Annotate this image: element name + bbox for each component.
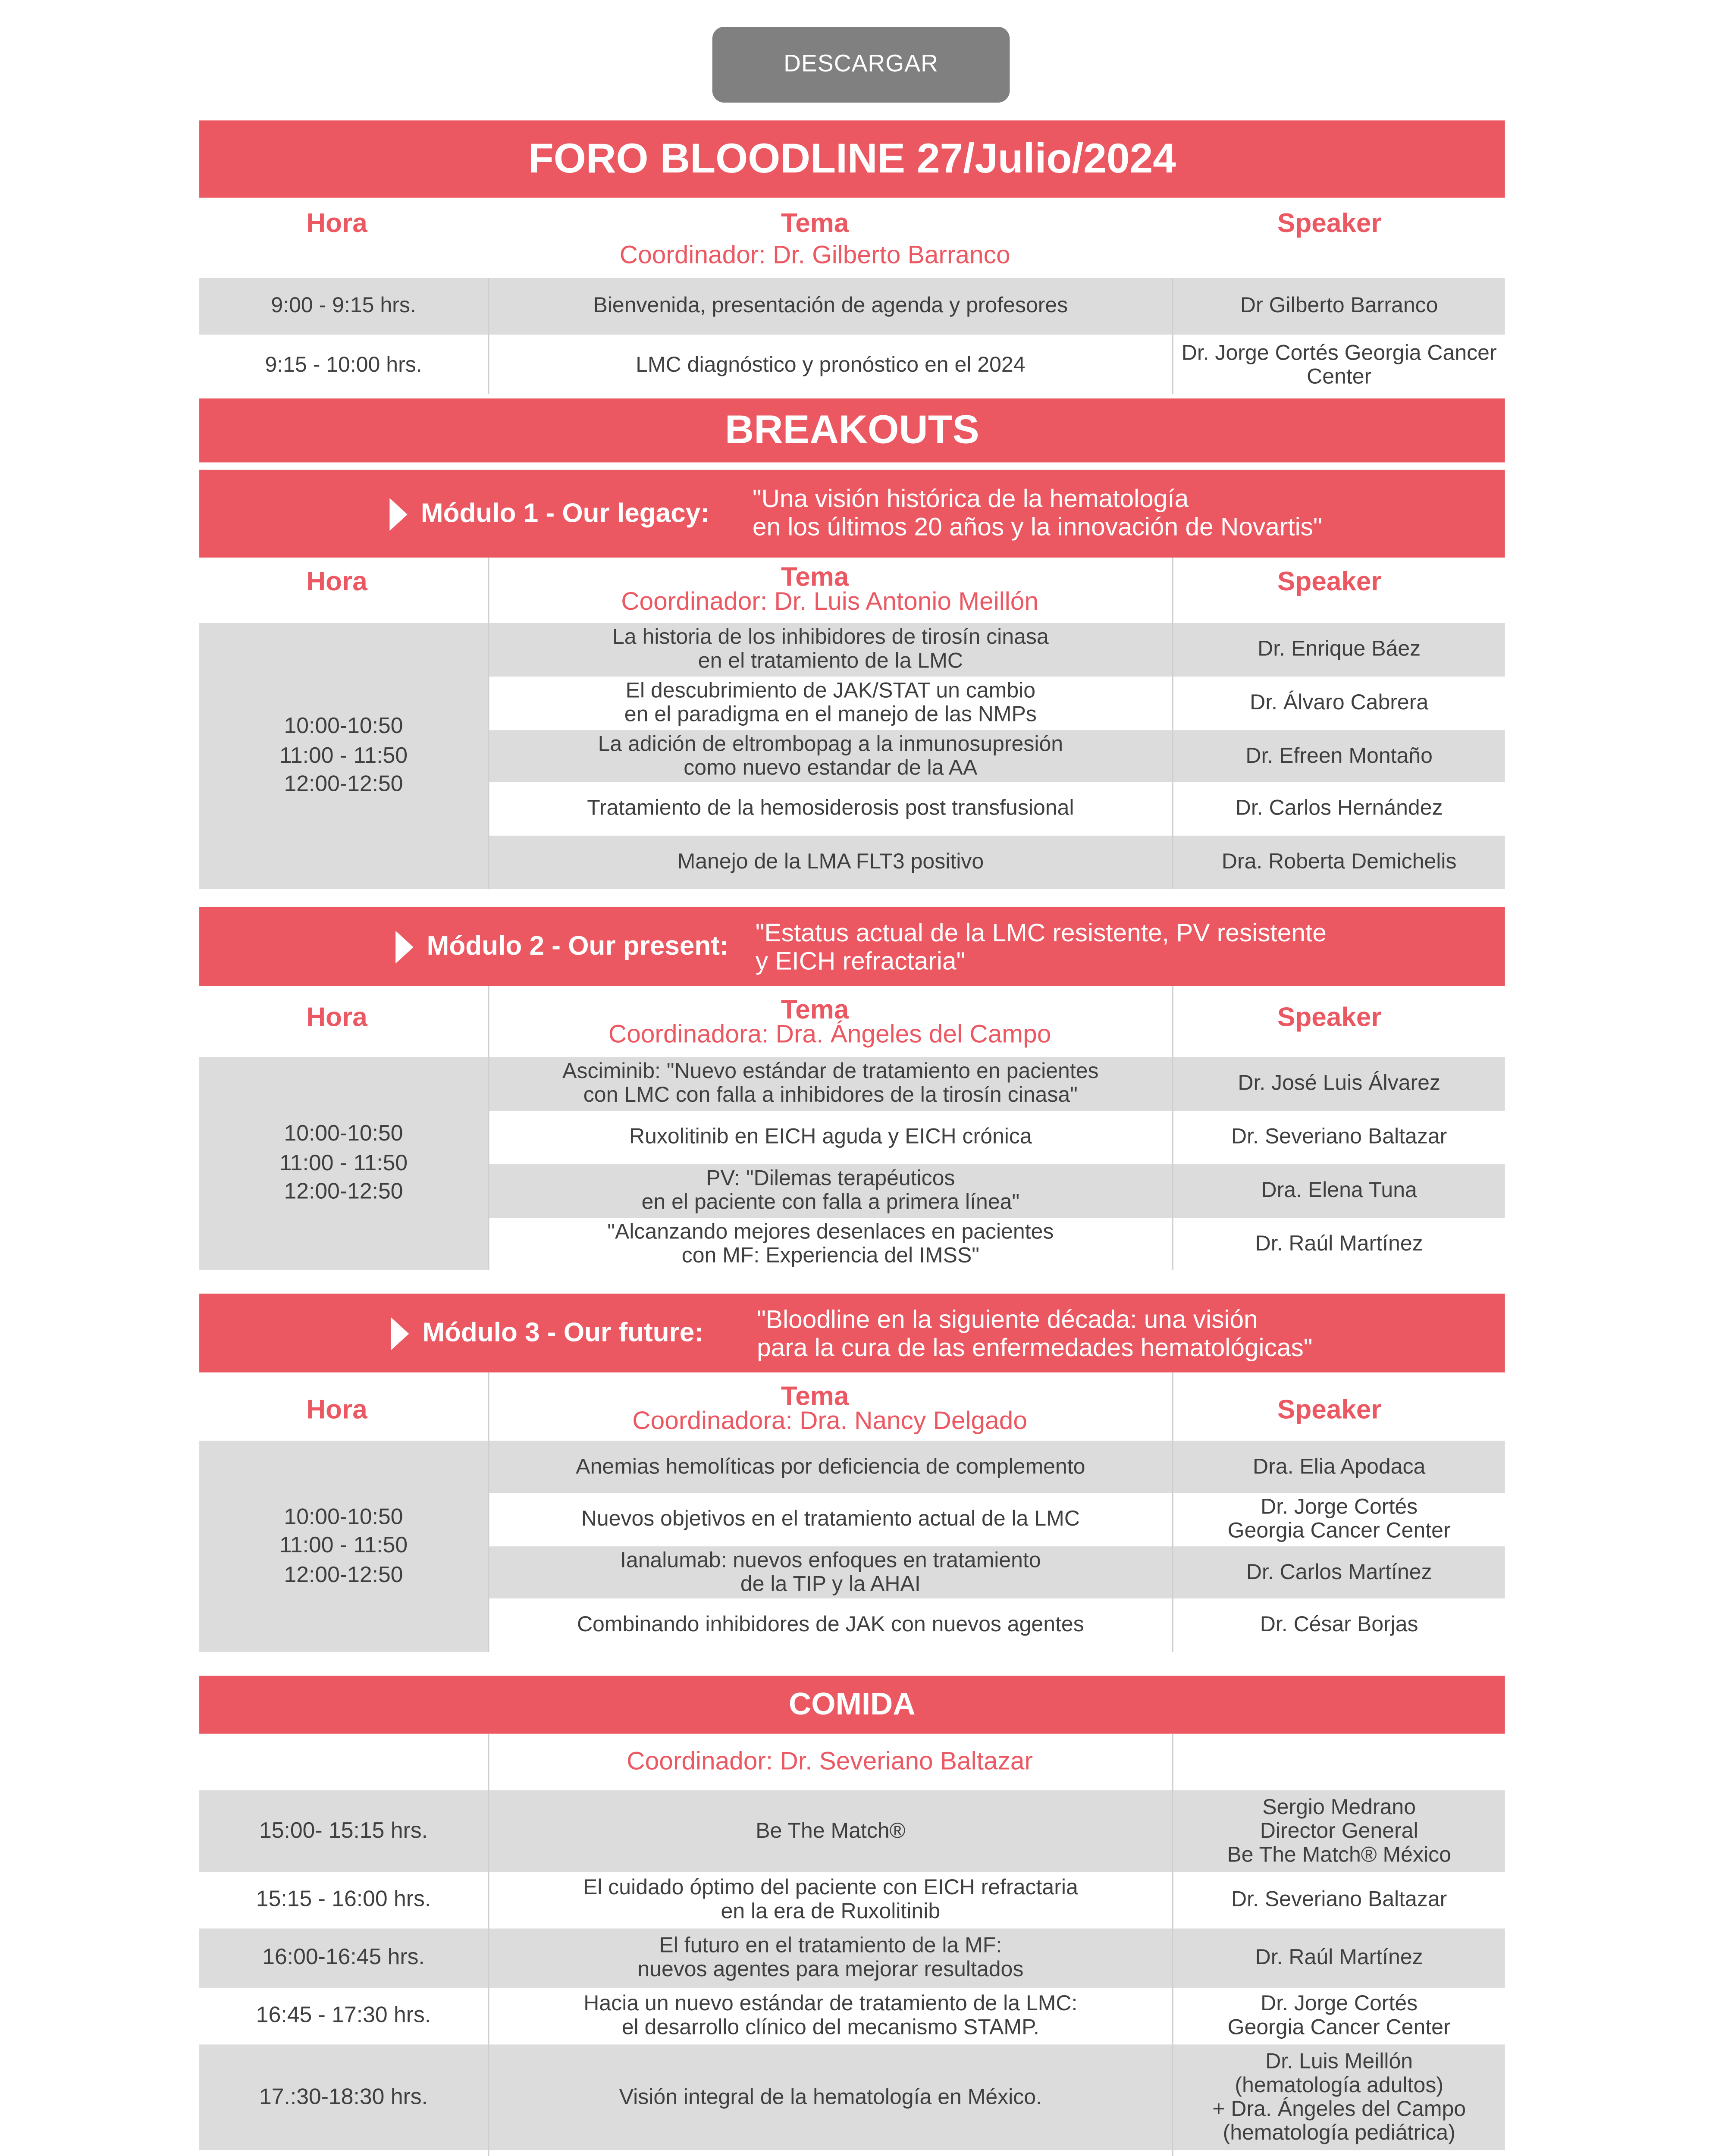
time-cell bbox=[199, 2150, 488, 2156]
speaker-cell: Dra. Elia Apodaca bbox=[1173, 1441, 1505, 1493]
col-header-hora: Hora bbox=[306, 208, 367, 238]
col-header-speaker: Speaker bbox=[1277, 566, 1382, 596]
speaker-cell: Dr. Severiano Baltazar bbox=[1231, 1888, 1447, 1912]
module-coordinator: Coordinadora: Dra. Nancy Delgado bbox=[632, 1407, 1027, 1435]
speaker-cell: Dr Gilberto Barranco bbox=[1173, 278, 1505, 335]
time-cell: 17.:30-18:30 hrs. bbox=[199, 2044, 488, 2150]
speaker-cell: Dr. Carlos Martínez bbox=[1173, 1546, 1505, 1598]
comida-coordinator: Coordinador: Dr. Severiano Baltazar bbox=[627, 1747, 1033, 1776]
time-cell: 9:00 - 9:15 hrs. bbox=[199, 278, 488, 335]
module-coordinator: Coordinador: Dr. Luis Antonio Meillón bbox=[621, 587, 1039, 616]
comida-heading: COMIDA bbox=[199, 1676, 1505, 1733]
speaker-cell: Dr. José Luis Álvarez bbox=[1173, 1057, 1505, 1111]
topic-cell: Ruxolitinib en EICH aguda y EICH crónica bbox=[629, 1125, 1032, 1150]
topic-cell: PV: "Dilemas terapéuticos en el paciente con falla a primera línea" bbox=[489, 1164, 1172, 1218]
topic-cell: Ianalumab: nuevos enfoques en tratamiento de la TIP y la AHAI bbox=[489, 1546, 1172, 1598]
speaker-cell: Dr. Álvaro Cabrera bbox=[1250, 691, 1429, 715]
module-coordinator: Coordinadora: Dra. Ángeles del Campo bbox=[608, 1020, 1051, 1049]
topic-cell: El futuro en el tratamiento de la MF: nuevos agentes para mejorar resultados bbox=[489, 1928, 1172, 1988]
divider bbox=[1172, 1373, 1173, 1652]
col-header-tema: Tema bbox=[781, 208, 849, 238]
speaker-cell: Dr. Severiano Baltazar bbox=[1231, 1125, 1447, 1150]
topic-cell: Visión integral de la hematología en México. bbox=[489, 2044, 1172, 2150]
speaker-cell: Dr. Enrique Báez bbox=[1173, 623, 1505, 677]
opening-coordinator: Coordinador: Dr. Gilberto Barranco bbox=[619, 241, 1010, 270]
play-arrow-icon bbox=[389, 497, 407, 530]
download-button[interactable]: DESCARGAR bbox=[712, 27, 1010, 103]
speaker-cell: Dr. César Borjas bbox=[1260, 1613, 1418, 1637]
time-cell: 15:00- 15:15 hrs. bbox=[199, 1790, 488, 1872]
speaker-cell: Dr. Jorge Cortés Georgia Cancer Center bbox=[1227, 1495, 1451, 1544]
topic-cell: Combinando inhibidores de JAK con nuevos agentes bbox=[577, 1613, 1084, 1637]
divider bbox=[1172, 986, 1173, 1270]
time-cell: 15:15 - 16:00 hrs. bbox=[256, 1887, 431, 1912]
divider bbox=[488, 558, 489, 889]
time-cell: 16:45 - 17:30 hrs. bbox=[256, 2002, 431, 2028]
topic-cell: "Alcanzando mejores desenlaces en pacientes con MF: Experiencia del IMSS" bbox=[607, 1220, 1054, 1268]
module-description: "Estatus actual de la LMC resistente, PV resistente y EICH refractaria" bbox=[755, 919, 1327, 976]
module-label: Módulo 1 - Our legacy: bbox=[420, 497, 709, 527]
module-1-banner bbox=[199, 470, 1505, 558]
topic-cell: Nuevos objetivos en el tratamiento actual de la LMC bbox=[581, 1507, 1080, 1532]
col-header-tema: Tema bbox=[781, 994, 849, 1025]
col-header-tema: Tema bbox=[781, 1381, 849, 1411]
speaker-cell: Dra. Roberta Demichelis bbox=[1173, 836, 1505, 889]
topic-cell: Tratamiento de la hemosiderosis post transfusional bbox=[587, 797, 1074, 821]
topic-cell: LMC diagnóstico y pronóstico en el 2024 bbox=[636, 353, 1026, 377]
speaker-cell: Dra. Elena Tuna bbox=[1173, 1164, 1505, 1218]
time-cell: 16:00-16:45 hrs. bbox=[199, 1928, 488, 1988]
speaker-cell: Dr. Carlos Hernández bbox=[1235, 797, 1443, 821]
module-label: Módulo 3 - Our future: bbox=[422, 1316, 703, 1347]
speaker-cell: Dr. Raúl Martínez bbox=[1173, 1928, 1505, 1988]
topic-cell: La adición de eltrombopag a la inmunosupresión como nuevo estandar de la AA bbox=[489, 730, 1172, 782]
speaker-cell: Dr. Efreen Montaño bbox=[1173, 730, 1505, 782]
topic-cell: Be The Match® bbox=[489, 1790, 1172, 1872]
speaker-cell: Dr. Luis Meillón (hematología adultos) + Dra. Ángeles del Campo (hematología pediátrica) bbox=[1173, 2044, 1505, 2150]
speaker-cell: Dr. Jorge Cortés Georgia Cancer Center bbox=[1181, 341, 1497, 389]
event-title: FORO BLOODLINE 27/Julio/2024 bbox=[199, 120, 1505, 197]
speaker-cell bbox=[1173, 2150, 1505, 2156]
topic-cell: Bienvenida, presentación de agenda y profesores bbox=[489, 278, 1172, 335]
topic-cell: El cuidado óptimo del paciente con EICH refractaria en la era de Ruxolitinib bbox=[583, 1876, 1078, 1924]
col-header-hora: Hora bbox=[306, 566, 367, 596]
play-arrow-icon bbox=[391, 1316, 409, 1349]
module-label: Módulo 2 - Our present: bbox=[427, 930, 729, 960]
time-block: 10:00-10:50 11:00 - 11:50 12:00-12:50 bbox=[199, 1441, 488, 1652]
divider bbox=[488, 278, 489, 394]
topic-cell bbox=[489, 2150, 1172, 2156]
col-header-hora: Hora bbox=[306, 1395, 367, 1425]
col-header-speaker: Speaker bbox=[1277, 1395, 1382, 1425]
col-header-hora: Hora bbox=[306, 1002, 367, 1032]
time-cell: 9:15 - 10:00 hrs. bbox=[265, 353, 422, 377]
breakouts-heading: BREAKOUTS bbox=[199, 398, 1505, 462]
speaker-cell: Dr. Raúl Martínez bbox=[1255, 1232, 1423, 1256]
topic-cell: La historia de los inhibidores de tirosín cinasa en el tratamiento de la LMC bbox=[489, 623, 1172, 677]
divider bbox=[1172, 558, 1173, 889]
module-3-banner bbox=[199, 1294, 1505, 1373]
divider bbox=[488, 1373, 489, 1652]
play-arrow-icon bbox=[395, 930, 413, 963]
topic-cell: El descubrimiento de JAK/STAT un cambio en el paradigma en el manejo de las NMPs bbox=[624, 679, 1037, 727]
topic-cell: Anemias hemolíticas por deficiencia de complemento bbox=[489, 1441, 1172, 1493]
topic-cell: Asciminib: "Nuevo estándar de tratamiento en pacientes con LMC con falla a inhibidores de la tirosín cinasa" bbox=[489, 1057, 1172, 1111]
divider bbox=[488, 986, 489, 1270]
col-header-speaker: Speaker bbox=[1277, 208, 1382, 238]
time-block: 10:00-10:50 11:00 - 11:50 12:00-12:50 bbox=[199, 623, 488, 889]
module-description: "Una visión histórica de la hematología en los últimos 20 años y la innovación de Novartis" bbox=[752, 485, 1322, 542]
speaker-cell: Dr. Jorge Cortés Georgia Cancer Center bbox=[1227, 1992, 1451, 2040]
col-header-speaker: Speaker bbox=[1277, 1002, 1382, 1032]
topic-cell: Hacia un nuevo estándar de tratamiento de la LMC: el desarrollo clínico del mecanismo STAMP. bbox=[583, 1992, 1078, 2040]
divider bbox=[1172, 278, 1173, 394]
speaker-cell: Sergio Medrano Director General Be The Match® México bbox=[1173, 1790, 1505, 1872]
module-2-banner bbox=[199, 907, 1505, 986]
topic-cell: Manejo de la LMA FLT3 positivo bbox=[489, 836, 1172, 889]
col-header-tema: Tema bbox=[781, 562, 849, 592]
time-block: 10:00-10:50 11:00 - 11:50 12:00-12:50 bbox=[199, 1057, 488, 1270]
module-description: "Bloodline en la siguiente década: una visión para la cura de las enfermedades hematológicas" bbox=[757, 1305, 1313, 1362]
